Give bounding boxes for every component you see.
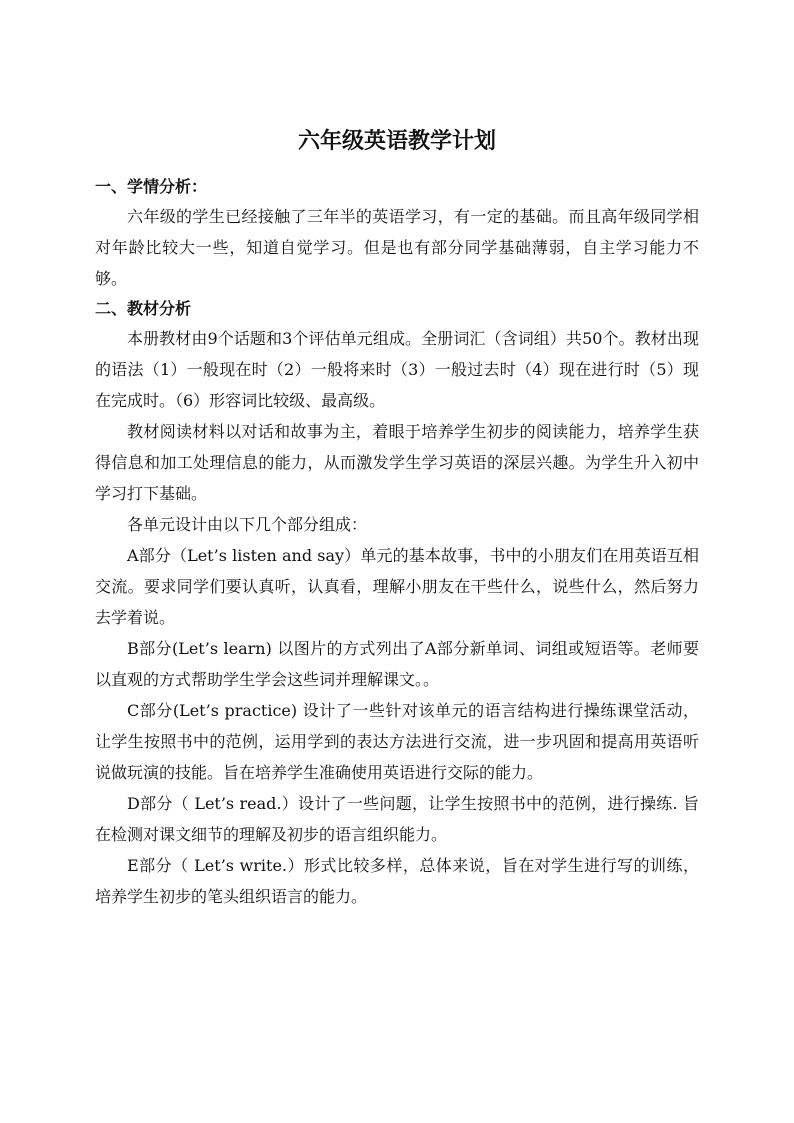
paragraph: 六年级的学生已经接触了三年半的英语学习，有一定的基础。而且高年级同学相对年龄比较大一些，知道自觉学习。但是也有部分同学基础薄弱，自主学习能力不够。	[95, 207, 699, 288]
paragraph: E部分（ Let’s write.）形式比较多样，总体来说，旨在对学生进行写的训练，培养学生初步的笔头组织语言的能力。	[95, 856, 699, 906]
paragraph: 本册教材由9个话题和3个评估单元组成。全册词汇（含词组）共50个。教材出现的语法（1）一般现在时（2）一般将来时（3）一般过去时（4）现在进行时（5）现在完成时。（6）形容词比较级、最高级。	[95, 329, 699, 410]
paragraph: D部分（ Let’s read.）设计了一些问题，让学生按照书中的范例，进行操练. 旨在检测对课文细节的理解及初步的语言组织能力。	[95, 794, 699, 844]
paragraph: 教材阅读材料以对话和故事为主，着眼于培养学生初步的阅读能力，培养学生获得信息和加工处理信息的能力，从而激发学生学习英语的深层兴趣。为学生升入初中学习打下基础。	[95, 422, 699, 503]
section-heading-textbook-analysis: 二、教材分析	[95, 299, 192, 318]
section-heading-learning-analysis: 一、学情分析：	[95, 177, 208, 196]
paragraph: A部分（Let’s listen and say）单元的基本故事，书中的小朋友们在用英语互相交流。要求同学们要认真听，认真看，理解小朋友在干些什么，说些什么，然后努力去学着说。	[95, 546, 699, 627]
paragraph: C部分(Let’s practice) 设计了一些针对该单元的语言结构进行操练课堂活动，让学生按照书中的范例，运用学到的表达方法进行交流，进一步巩固和提高用英语听说做玩演的技能。旨在培养学生准确使用英语进行交际的能力。	[95, 701, 699, 782]
page-title: 六年级英语教学计划	[297, 128, 496, 154]
paragraph: 各单元设计由以下几个部分组成：	[127, 515, 368, 534]
document-body	[95, 126, 699, 912]
paragraph: B部分(Let’s learn) 以图片的方式列出了A部分新单词、词组或短语等。老师要以直观的方式帮助学生学会这些词并理解课文。。	[95, 639, 699, 689]
